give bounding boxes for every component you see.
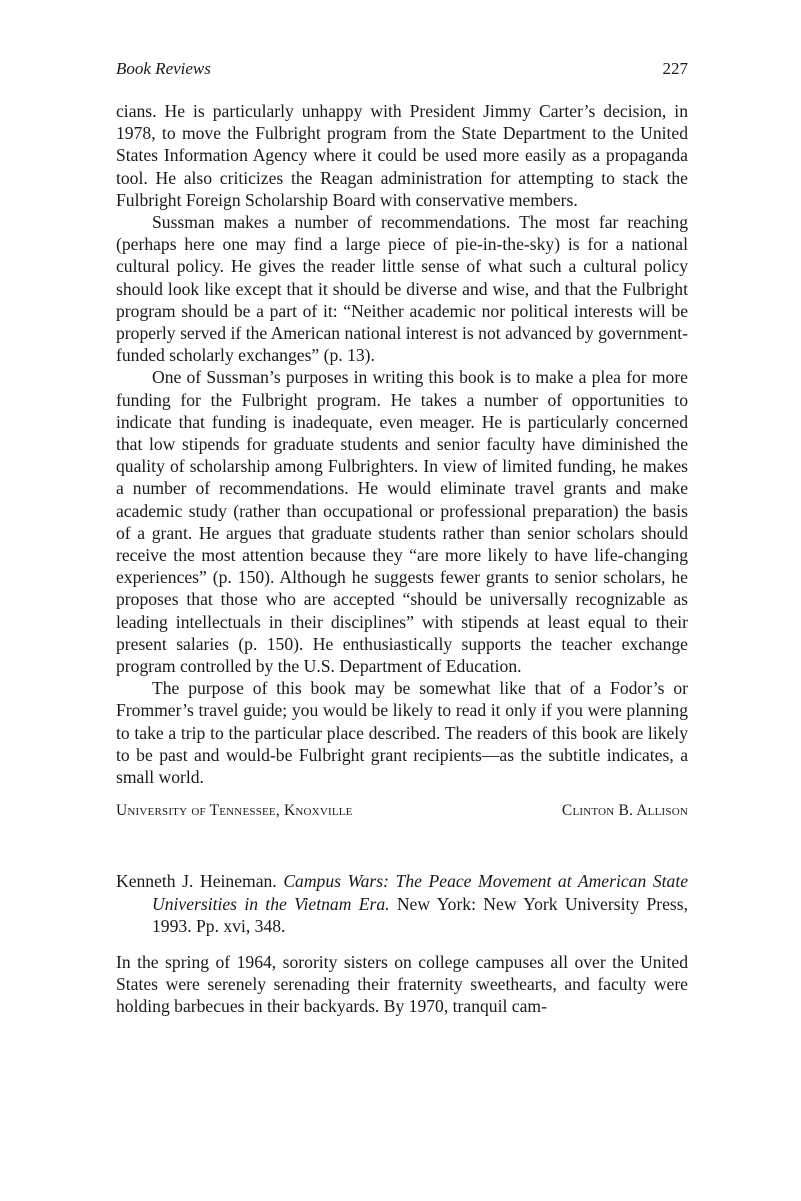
book-title: Campus Wars: The Peace Movement at American State Universities in the Vietnam Era. [152,871,689,914]
review-opening [116,951,688,1018]
page-number: 227 [662,59,688,78]
reviewer-affiliation: University of Tennessee, Knoxville [116,802,353,820]
page [116,58,688,1018]
paragraph: One of Sussman’s purposes in writing this book is to make a plea for more funding for the Fulbright program. He takes a number of opportunities to indicate that funding is inadequate, even meager. He is particularly concerned that low stipends for graduate students and senior faculty have diminished the quality of scholarship among Fulbrighters. In view of limited funding, he makes a number of recommendations. He would eliminate travel grants and make academic study (rather than occupational or professional preparation) the basis of a grant. He argues that graduate students rather than senior scholars should receive the most attention because they “are more likely to have life-changing experiences” (p. 150). Although he suggests fewer grants to senior scholars, he proposes that those who are accepted “should be universally recognizable as leading intellectuals in their disciplines” with stipends at least equal to their present salaries (p. 150). He enthusiastically supports the teacher exchange program controlled by the U.S. Department of Education. [116,367,688,677]
paragraph: Sussman makes a number of recommendations. The most far reaching (perhaps here one may find a large piece of pie-in-the-sky) is for a national cultural policy. He gives the reader little sense of what such a cultural policy should look like except that it should be diverse and wise, and that the Fulbright program should be a part of it: “Neither academic nor political interests will be properly served if the American national interest is not advanced by government-funded scholarly exchanges” (p. 13). [116,212,688,366]
journal-name: Book Reviews [116,59,211,78]
review-body [116,100,688,788]
paragraph: cians. He is particularly unhappy with President Jimmy Carter’s decision, in 1978, to move the Fulbright program from the State Department to the United States Information Agency where it could be used more easily as a propaganda tool. He also criticizes the Reagan administration for attempting to stack the Fulbright Foreign Scholarship Board with conservative members. [116,101,688,210]
book-citation [116,870,688,937]
paragraph: The purpose of this book may be somewhat like that of a Fodor’s or Frommer’s travel guide; you would be likely to read it only if you were planning to take a trip to the particular place described. The readers of this book are likely to be past and would-be Fulbright grant recipients—as the subtitle indicates, a small world. [116,678,688,788]
book-author: Kenneth J. Heineman. [116,871,277,892]
reviewer-name: Clinton B. Allison [561,802,688,820]
reviewer-signature [116,800,688,822]
book-publication: New York: New York University Press, 1993. Pp. xvi, 348. [152,893,688,936]
paragraph: In the spring of 1964, sorority sisters on college campuses all over the United States were serenely serenading their fraternity sweethearts, and faculty were holding barbecues in their backyards. By 1970, tranquil cam- [116,951,688,1017]
running-head [116,58,688,80]
